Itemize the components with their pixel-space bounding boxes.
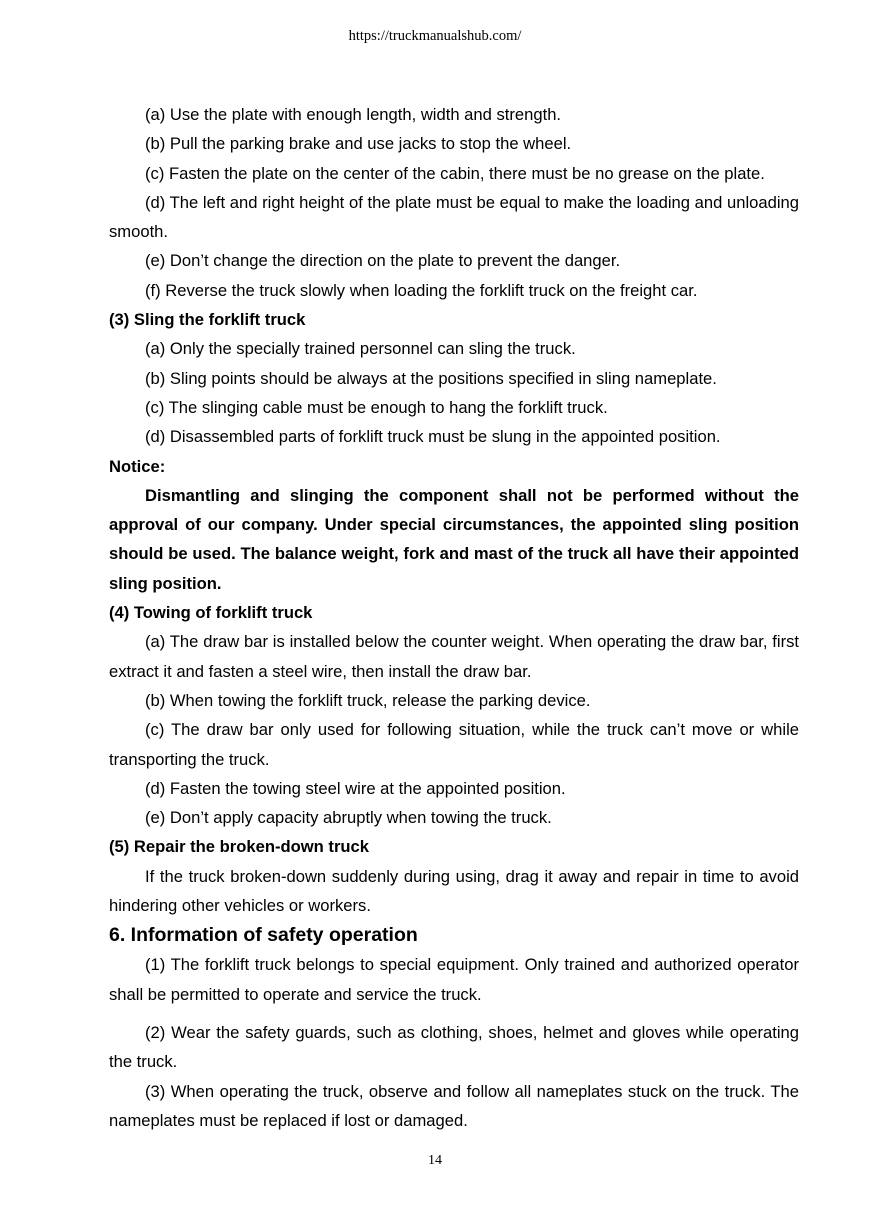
document-body [109, 100, 799, 1135]
repair-heading: (5) Repair the broken-down truck [109, 837, 369, 857]
towing-item-d: (d) Fasten the towing steel wire at the appointed position. [145, 778, 566, 798]
repair-text: If the truck broken-down suddenly during using, drag it away and repair in time to avoid hindering other vehicles or workers. [109, 866, 799, 916]
loading-item-f: (f) Reverse the truck slowly when loading the forklift truck on the freight car. [145, 280, 698, 300]
sling-item-b: (b) Sling points should be always at the positions specified in sling nameplate. [145, 368, 717, 388]
sling-item-a: (a) Only the specially trained personnel can sling the truck. [145, 339, 576, 359]
notice-label: Notice: [109, 456, 166, 476]
section-title: 6. Information of safety operation [109, 924, 418, 947]
notice-text: Dismantling and slinging the component shall not be performed without the approval of our company. Under special circumstances, the appointed sling position should be used. The balance weight, fork and mast of the truck all have their appointed sling position. [109, 485, 799, 593]
towing-heading: (4) Towing of forklift truck [109, 603, 313, 623]
sling-item-d: (d) Disassembled parts of forklift truck must be slung in the appointed position. [145, 427, 721, 447]
loading-item-d: (d) The left and right height of the plate must be equal to make the loading and unloading smooth. [109, 192, 799, 242]
towing-item-e: (e) Don’t apply capacity abruptly when towing the truck. [145, 808, 552, 828]
loading-item-b: (b) Pull the parking brake and use jacks to stop the wheel. [145, 134, 572, 154]
towing-item-b: (b) When towing the forklift truck, release the parking device. [145, 690, 591, 710]
loading-item-a: (a) Use the plate with enough length, width and strength. [145, 105, 562, 124]
sling-item-c: (c) The slinging cable must be enough to hang the forklift truck. [145, 397, 608, 417]
loading-item-c: (c) Fasten the plate on the center of the cabin, there must be no grease on the plate. [145, 163, 765, 183]
towing-item-c: (c) The draw bar only used for following situation, while the truck can’t move or while transporting the truck. [109, 720, 799, 769]
page-number: 14 [428, 1153, 442, 1168]
safety-item-1: (1) The forklift truck belongs to special equipment. Only trained and authorized operator shall be permitted to operate and service the truck. [109, 955, 799, 1004]
loading-item-e: (e) Don’t change the direction on the plate to prevent the danger. [145, 251, 621, 271]
header-url: https://truckmanualshub.com/ [348, 28, 522, 44]
safety-item-2: (2) Wear the safety guards, such as clothing, shoes, helmet and gloves while operating the truck. [109, 1022, 799, 1072]
towing-item-a: (a) The draw bar is installed below the counter weight. When operating the draw bar, first extract it and fasten a steel wire, then install the draw bar. [109, 632, 799, 681]
sling-heading: (3) Sling the forklift truck [109, 310, 306, 330]
safety-item-3: (3) When operating the truck, observe and follow all nameplates stuck on the truck. The nameplates must be replaced if lost or damaged. [109, 1081, 799, 1130]
